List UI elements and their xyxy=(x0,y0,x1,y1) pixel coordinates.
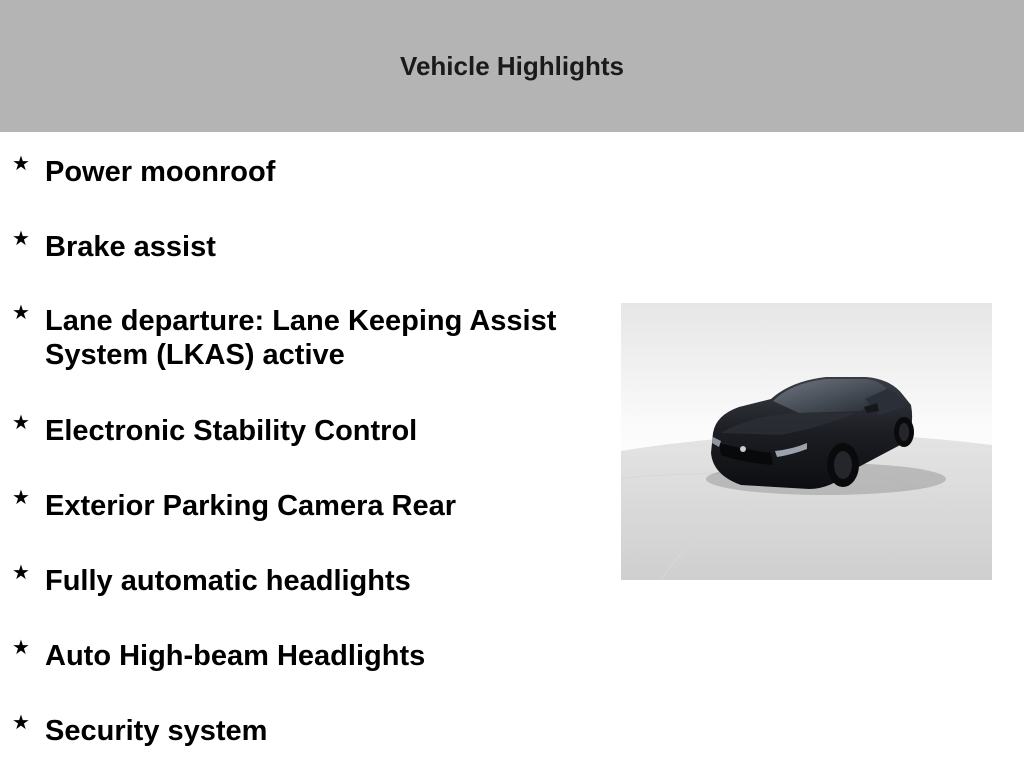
star-icon: ★ xyxy=(12,560,30,584)
star-icon: ★ xyxy=(12,635,30,659)
car-image xyxy=(621,303,992,580)
star-icon: ★ xyxy=(12,151,30,175)
star-icon: ★ xyxy=(12,300,30,324)
star-icon: ★ xyxy=(12,226,30,250)
feature-label: Fully automatic headlights xyxy=(45,565,411,597)
feature-label: Lane departure: Lane Keeping Assist System (LKAS) active xyxy=(45,305,557,371)
header-bar xyxy=(0,0,1024,132)
feature-label: Security system xyxy=(45,715,268,747)
feature-label: Electronic Stability Control xyxy=(45,415,418,447)
page-title: Vehicle Highlights xyxy=(400,51,624,81)
feature-label: Auto High-beam Headlights xyxy=(45,640,426,672)
feature-label: Brake assist xyxy=(45,231,216,263)
star-icon: ★ xyxy=(12,710,30,734)
feature-label: Exterior Parking Camera Rear xyxy=(45,490,457,522)
star-icon: ★ xyxy=(12,410,30,434)
feature-label: Power moonroof xyxy=(45,156,276,188)
star-icon: ★ xyxy=(12,485,30,509)
vehicle-photo xyxy=(621,303,992,580)
